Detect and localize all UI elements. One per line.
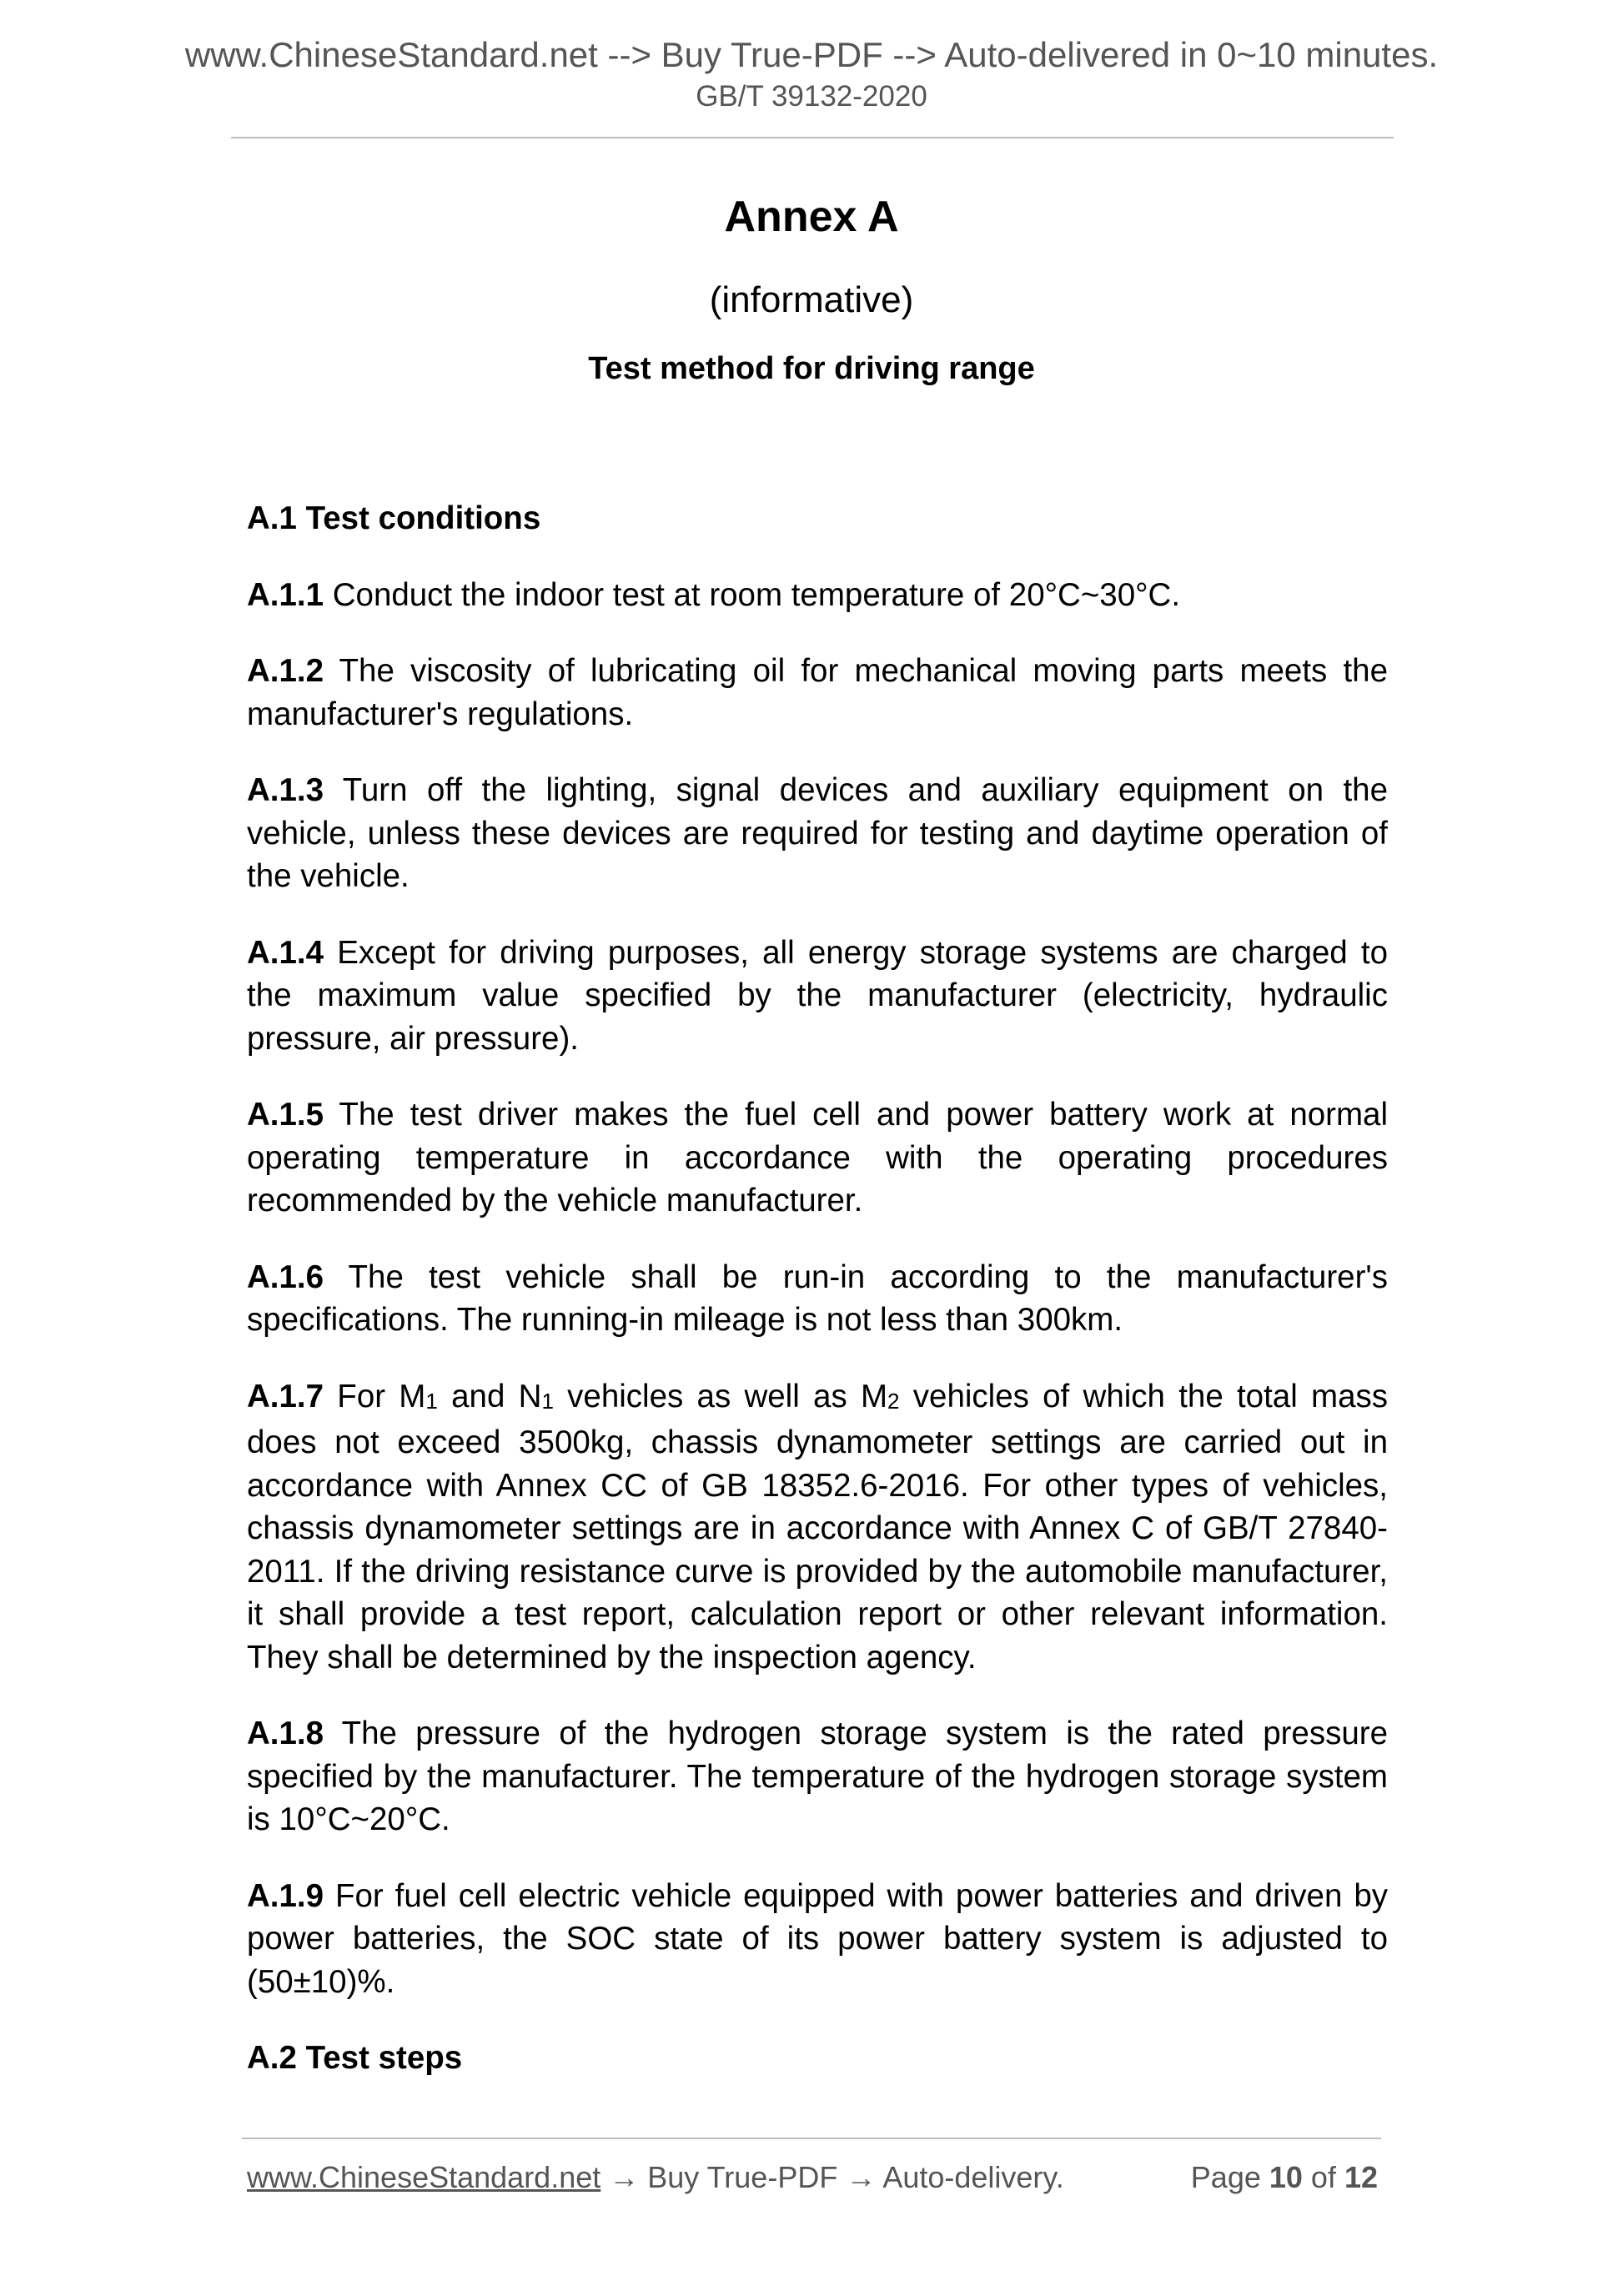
clause-a-1-7 [247,1375,1388,1680]
clause-number: A.1.2 [247,653,324,689]
clause-text: The test driver makes the fuel cell and power battery work at normal operating temperature in accordance with the operating procedures recommended by the vehicle manufacturer. [247,1097,1388,1218]
clause-number: A.1.7 [247,1378,324,1414]
header-divider [231,137,1394,138]
clause-number: A.1.4 [247,934,324,971]
section-heading-a1: A.1 Test conditions [247,500,541,536]
clause-a-1-8 [247,1712,1388,1841]
page-total: 12 [1344,2160,1378,2194]
footer-promo-text: → Buy True-PDF → Auto-delivery. [600,2160,1064,2194]
clause-number: A.1.8 [247,1716,324,1751]
page-of-label: of [1302,2160,1344,2194]
clause-number: A.1.5 [247,1097,324,1133]
annex-title: Annex A [724,193,899,241]
clause-text: Except for driving purposes, all energy storage systems are charged to the maximum value specified by the manufacturer (electricity, hydraulic pressure, air pressure). [247,934,1388,1057]
clause-a-1-4 [247,932,1388,1061]
clause-text-part: and N [437,1378,542,1414]
subscript: 1 [541,1388,554,1414]
clause-a-1-2 [247,650,1388,736]
clause-a-1-6 [247,1256,1388,1342]
annex-subtitle: (informative) [709,279,914,320]
page-label: Page [1190,2160,1269,2194]
header-promo-text: www.ChineseStandard.net --> Buy True-PDF --> Auto-delivered in 0~10 minutes. [184,35,1439,74]
clause-a-1-5 [247,1093,1388,1223]
clause-number: A.1.1 [247,576,324,613]
clause-text: Turn off the lighting, signal devices and auxiliary equipment on the vehicle, unless these devices are required for testing and daytime operation of the vehicle. [247,772,1388,894]
clause-text: The pressure of the hydrogen storage system is the rated pressure specified by the manufacturer. The temperature of the hydrogen storage system is 10°C~20°C. [247,1716,1388,1837]
footer-website-link[interactable]: www.ChineseStandard.net [247,2160,601,2194]
page-footer [247,2158,1378,2197]
page-header [0,33,1623,115]
subscript: 1 [425,1388,438,1414]
clause-text-part: For M [324,1378,426,1414]
clause-text: The viscosity of lubricating oil for mechanical moving parts meets the manufacturer's regulations. [247,653,1388,732]
clause-text-part: vehicles as well as M [553,1378,888,1414]
clause-number: A.1.3 [247,772,324,808]
document-body [247,497,1388,2113]
clause-a-1-1 [247,574,1388,617]
clause-text-part: vehicles of which the total mass does not exceed 3500kg, chassis dynamometer settings are carried out in accordance with Annex CC of GB 18352.6-2016. For other types of vehicles, chassis dynamometer settings are in accordance with Annex C of GB/T 27840-2011. If the driving resistance curve is provided by the automobile manufacturer, it shall provide a test report, calculation report or other relevant information. They shall be determined by the inspection agency. [247,1378,1389,1676]
header-standard-number: GB/T 39132-2020 [696,80,927,113]
clause-a-1-3 [247,769,1388,898]
clause-text: For fuel cell electric vehicle equipped with power batteries and driven by power batteries, the SOC state of its power battery system is adjusted to (50±10)%. [247,1877,1388,2000]
subscript: 2 [887,1388,900,1414]
page-number [1191,2158,1378,2197]
clause-text: The test vehicle shall be run-in according to the manufacturer's specifications. The running-in mileage is not less than 300km. [247,1259,1388,1338]
footer-divider [242,2138,1381,2139]
annex-name: Test method for driving range [588,351,1035,386]
clause-number: A.1.6 [247,1259,324,1295]
clause-a-1-9 [247,1875,1388,2004]
clause-number: A.1.9 [247,1877,324,1914]
section-heading-a2: A.2 Test steps [247,2040,463,2076]
clause-text: Conduct the indoor test at room temperature of 20°C~30°C. [324,576,1181,613]
page-current: 10 [1269,2160,1303,2194]
